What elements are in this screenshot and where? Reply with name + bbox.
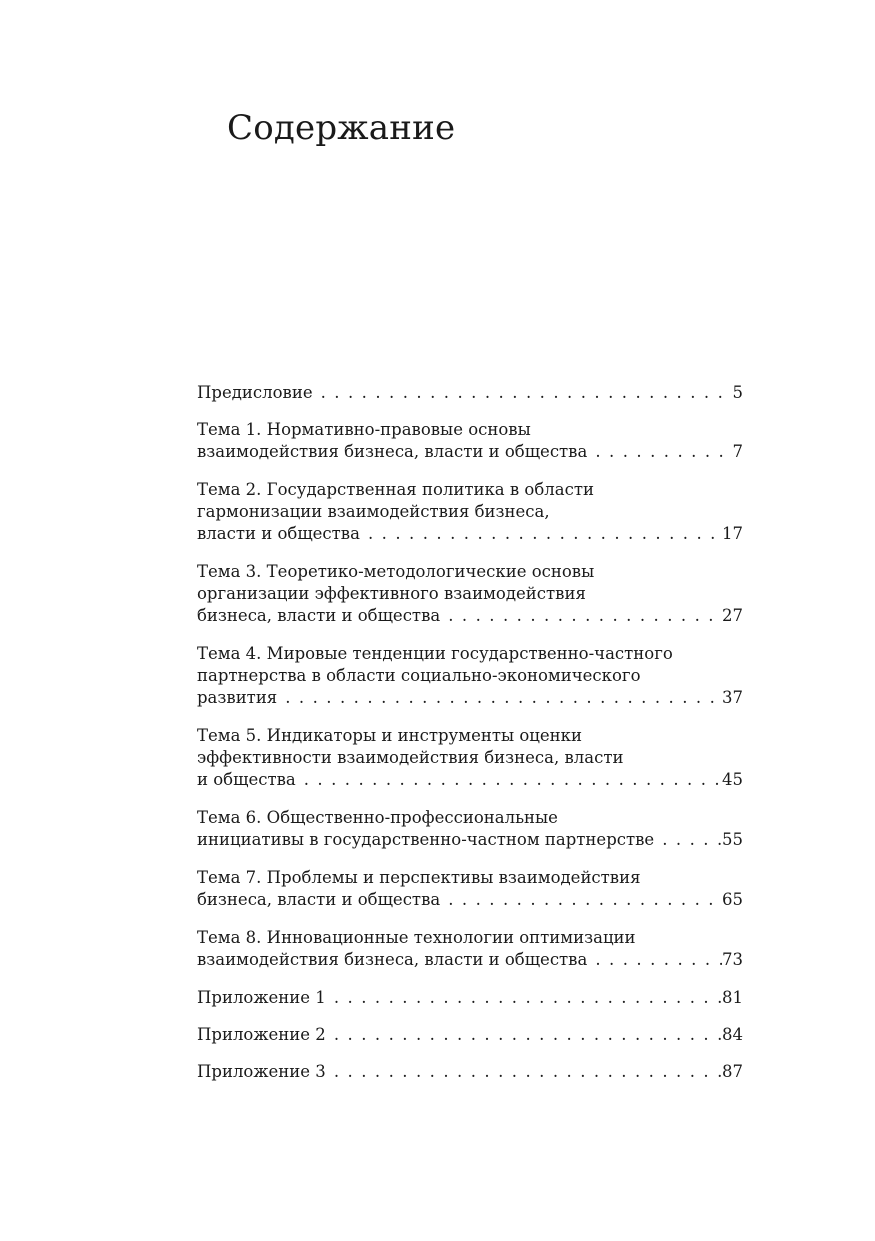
toc-entry[interactable] bbox=[197, 725, 743, 791]
toc-entry-text: Тема 8. Инновационные технологии оптимизации bbox=[197, 928, 636, 947]
toc-entry-text: Тема 1. Нормативно-правовые основы bbox=[197, 420, 531, 439]
toc-entry[interactable] bbox=[197, 867, 743, 911]
toc-page-number: 37 bbox=[722, 688, 743, 707]
leader-dots bbox=[326, 1024, 722, 1046]
toc-entry-text: взаимодействия бизнеса, власти и общества bbox=[197, 950, 588, 969]
leader-dots bbox=[313, 382, 729, 404]
toc-entry-text: Приложение 1 bbox=[197, 988, 326, 1007]
toc-entry-text: Приложение 3 bbox=[197, 1062, 326, 1081]
toc-page-number: 5 bbox=[732, 383, 743, 402]
toc-entry-text: Тема 2. Государственная политика в области bbox=[197, 480, 594, 499]
leader-dots bbox=[654, 829, 722, 851]
toc-entry-text: и общества bbox=[197, 770, 296, 789]
leader-dots bbox=[326, 987, 722, 1009]
toc-entry-text: Тема 3. Теоретико-методологические основы bbox=[197, 562, 595, 581]
toc-entry-text: бизнеса, власти и общества bbox=[197, 890, 441, 909]
leader-dots bbox=[587, 441, 729, 463]
toc-entry-text: взаимодействия бизнеса, власти и общества bbox=[197, 442, 588, 461]
toc-entry-text: эффективности взаимодействия бизнеса, власти bbox=[197, 748, 624, 767]
toc-entry[interactable] bbox=[197, 479, 743, 545]
toc-page-number: 81 bbox=[722, 988, 743, 1007]
toc-page-number: 45 bbox=[722, 770, 743, 789]
toc-entry[interactable] bbox=[197, 927, 743, 971]
toc-page-number: 27 bbox=[722, 606, 743, 625]
leader-dots bbox=[587, 949, 722, 971]
leader-dots bbox=[440, 605, 722, 627]
toc-entry-text: инициативы в государственно-частном партнерстве bbox=[197, 830, 655, 849]
toc-entry[interactable] bbox=[197, 561, 743, 627]
toc-entry-text: организации эффективного взаимодействия bbox=[197, 584, 586, 603]
table-of-contents bbox=[197, 382, 743, 1098]
leader-dots bbox=[326, 1061, 722, 1083]
leader-dots bbox=[277, 687, 722, 709]
toc-entry-text: Тема 5. Индикаторы и инструменты оценки bbox=[197, 726, 582, 745]
toc-entry-text: Предисловие bbox=[197, 383, 313, 402]
leader-dots bbox=[296, 769, 722, 791]
toc-page-number: 55 bbox=[722, 830, 743, 849]
toc-entry-text: бизнеса, власти и общества bbox=[197, 606, 441, 625]
toc-entry[interactable] bbox=[197, 1024, 743, 1046]
toc-entry[interactable] bbox=[197, 419, 743, 463]
toc-entry[interactable] bbox=[197, 807, 743, 851]
page-title: Содержание bbox=[227, 108, 456, 148]
toc-page-number: 17 bbox=[722, 524, 743, 543]
toc-entry-text: гармонизации взаимодействия бизнеса, bbox=[197, 502, 550, 521]
toc-page-number: 87 bbox=[722, 1062, 743, 1081]
toc-page-number: 73 bbox=[722, 950, 743, 969]
toc-entry[interactable] bbox=[197, 987, 743, 1009]
toc-entry[interactable] bbox=[197, 382, 743, 404]
toc-entry-text: Тема 4. Мировые тенденции государственно-частного bbox=[197, 644, 673, 663]
toc-entry-text: Тема 6. Общественно-профессиональные bbox=[197, 808, 558, 827]
toc-entry-text: Приложение 2 bbox=[197, 1025, 326, 1044]
toc-entry-text: развития bbox=[197, 688, 278, 707]
toc-entry-text: власти и общества bbox=[197, 524, 360, 543]
toc-page-number: 65 bbox=[722, 890, 743, 909]
toc-entry[interactable] bbox=[197, 1061, 743, 1083]
toc-entry[interactable] bbox=[197, 643, 743, 709]
leader-dots bbox=[360, 523, 722, 545]
toc-entry-text: Тема 7. Проблемы и перспективы взаимодействия bbox=[197, 868, 641, 887]
toc-entry-text: партнерства в области социально-экономического bbox=[197, 666, 641, 685]
toc-page-number: 7 bbox=[732, 442, 743, 461]
toc-page-number: 84 bbox=[722, 1025, 743, 1044]
leader-dots bbox=[440, 889, 722, 911]
